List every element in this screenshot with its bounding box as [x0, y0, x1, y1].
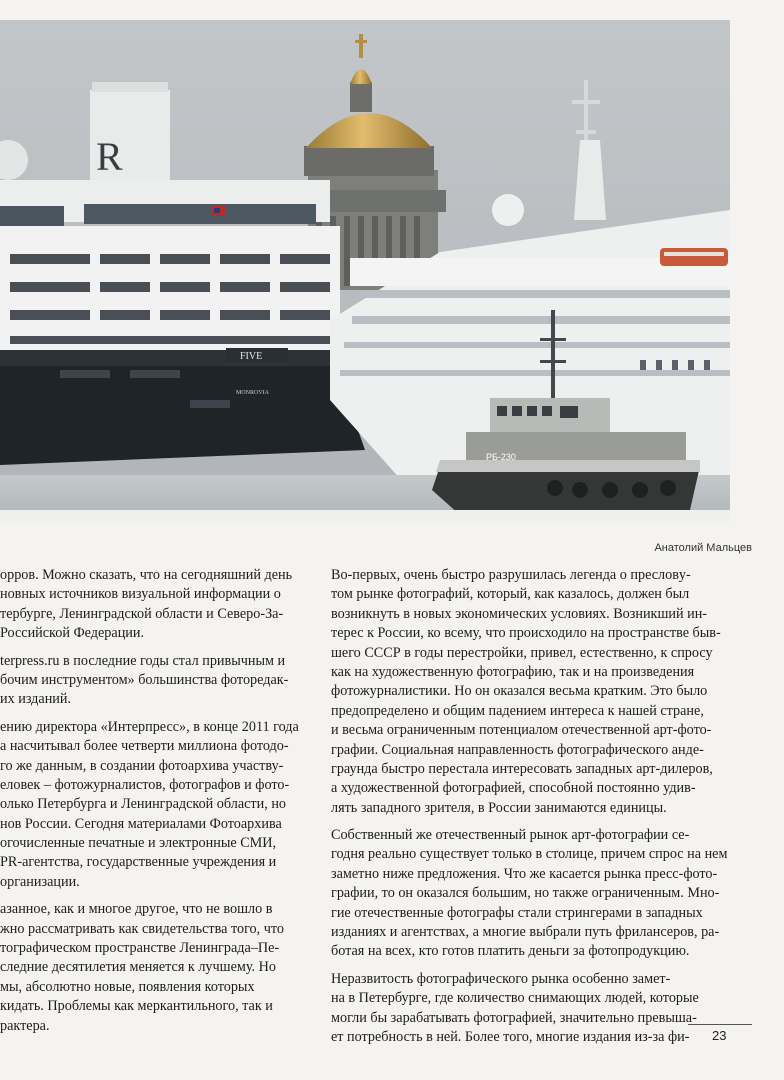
text-line: на в Петербурге, где количество снимающих людей, которые: [331, 990, 699, 1007]
text-line: возникнуть в новых экономических условиях. Возникший ин-: [331, 605, 708, 622]
text-line: ет потребность в ней. Более того, многие издания из-за фи-: [331, 1028, 690, 1045]
footer-rule: [688, 1024, 752, 1025]
ship-name: FIVE: [240, 351, 263, 362]
text-line: а насчитывал более четверти миллиона фотодо-: [0, 738, 289, 755]
text-line: Во-первых, очень быстро разрушилась легенда о пресловy-: [331, 567, 691, 583]
text-line: terpress.ru в последние годы стал привычным и: [0, 652, 286, 669]
ship-port: MONROVIA: [236, 390, 269, 396]
text-line: нов России. Сегодня материалами Фотоархива: [0, 815, 282, 832]
text-line: еловек – фотожурналистов, фотографов и фото-: [0, 776, 290, 793]
paragraph: [0, 566, 318, 644]
text-line: рактера.: [0, 1017, 50, 1034]
paragraph: [0, 718, 318, 893]
paragraph: [0, 900, 318, 1036]
text-line: тографическом пространстве Ленинграда–Пе-: [0, 940, 280, 957]
text-line: их изданий.: [0, 691, 72, 708]
text-line: Неразвитость фотографического рынка особенно замет-: [331, 970, 671, 987]
svg-text:R: R: [96, 134, 123, 179]
paragraph: [331, 566, 755, 818]
text-line: Российской Федерации.: [0, 625, 145, 642]
photo: [0, 20, 730, 523]
page-number: 23: [712, 1028, 727, 1043]
text-line: следние десятилетия меняется к лучшему. Но: [0, 959, 276, 976]
paragraph: [0, 652, 318, 710]
text-line: бочим инструментом» большинства фоторедак-: [0, 671, 289, 688]
text-line: огочисленные печатные и электронные СМИ,: [0, 835, 277, 852]
text-line: графии. Социальная направленность фотографического анде-: [331, 741, 704, 758]
text-line: а художественной фотографией, способной постоянно удив-: [331, 780, 696, 797]
text-line: изданиях и агентствах, а многие выбрали путь фрилансеров, ра-: [331, 924, 720, 941]
text-line: PR-агентства, государственные учреждения и: [0, 854, 277, 871]
text-line: организации.: [0, 873, 80, 890]
text-line: шего СССР в годы перестройки, привел, естественно, к спросу: [331, 644, 713, 661]
paragraph: [331, 826, 755, 962]
text-line: лять западного зрителя, в России занимаются единицы.: [331, 799, 667, 816]
text-line: орров. Можно сказать, что на сегодняшний день: [0, 567, 293, 583]
text-line: го же данным, в создании фотоархива участву-: [0, 757, 284, 774]
text-line: том рынке фотографий, который, как казалось, должен был: [331, 586, 690, 603]
text-line: могли бы зарабатывать фотографией, значительно превыша-: [331, 1009, 697, 1026]
paragraph: [331, 970, 755, 1048]
text-line: жно рассматривать как свидетельства того, что: [0, 920, 284, 937]
text-line: графии, то он оказался большим, но также ограниченным. Мно-: [331, 885, 720, 902]
text-line: и весьма ограниченным потенциалом отечественной арт-фото-: [331, 722, 712, 739]
text-line: граунда быстро перестала интересовать западных арт-дилеров,: [331, 760, 713, 777]
text-line: годня реально существует только в столице, причем спрос на нем: [331, 846, 728, 863]
text-line: новных источников визуальной информации о: [0, 586, 281, 603]
text-line: Собственный же отечественный рынок арт-фотографии се-: [331, 827, 690, 844]
text-line: ботая на всех, кто готов платить деньги за фотопродукцию.: [331, 943, 690, 960]
text-line: фотожурналистики. Но он оказался весьма кратким. Это было: [331, 683, 708, 700]
left-text-column: [0, 566, 318, 1044]
harbor-ships-illustration: [0, 20, 730, 523]
text-line: кидать. Проблемы как меркантильного, так и: [0, 998, 273, 1015]
photo-credit: Анатолий Мальцев: [654, 542, 752, 554]
text-line: как на художественную фотографию, так и на произведения: [331, 663, 695, 680]
text-line: гие отечественные фотографы стали стрингерами в западных: [331, 904, 703, 921]
text-line: ению директора «Интерпресс», в конце 2011 года: [0, 718, 299, 735]
text-line: мы, абсолютно новые, появления которых: [0, 978, 255, 995]
text-line: предопределено и общим падением интереса к нашей стране,: [331, 702, 704, 719]
text-line: терес к России, ко всему, что происходило на пространстве быв-: [331, 625, 721, 642]
tug-number: РБ-230: [486, 452, 516, 462]
text-line: тербурге, Ленинградской области и Северо-За-: [0, 605, 284, 622]
text-line: заметно ниже предложения. Что же касается рынка пресс-фото-: [331, 865, 718, 882]
text-line: олько Петербурга и Ленинградской области, но: [0, 796, 287, 813]
right-text-column: [331, 566, 755, 1055]
text-line: азанное, как и многое другое, что не вошло в: [0, 901, 273, 918]
